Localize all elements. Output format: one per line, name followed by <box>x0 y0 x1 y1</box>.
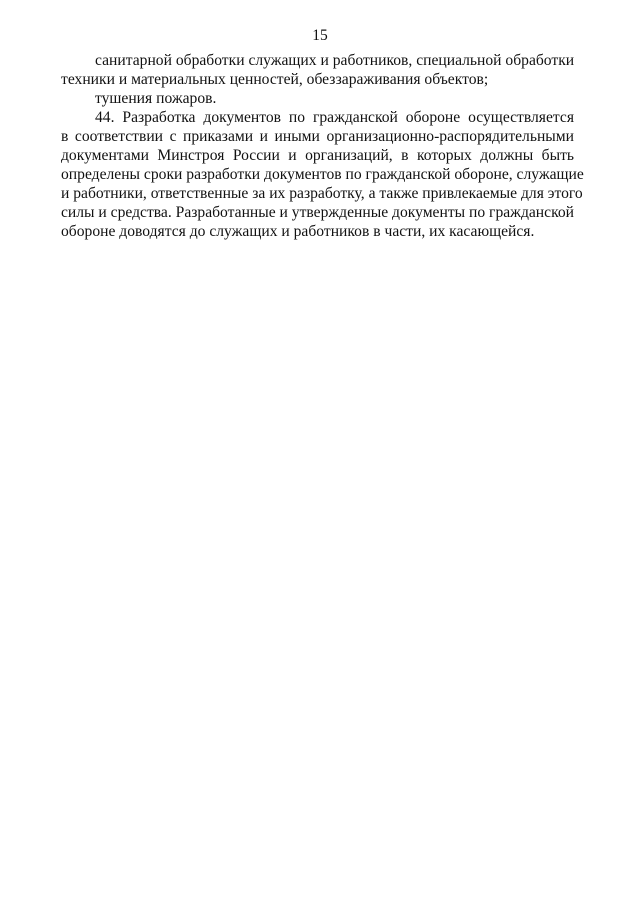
text-line: техники и материальных ценностей, обеззараживания объектов; <box>61 71 489 88</box>
paragraph-44-line: обороне доводятся до служащих и работников в части, их касающейся. <box>61 223 535 240</box>
text-line: санитарной обработки служащих и работников, специальной обработки <box>95 52 575 69</box>
paragraph-44-line: силы и средства. Разработанные и утвержденные документы по гражданской <box>61 204 574 221</box>
page-number: 15 <box>312 27 328 44</box>
text-line: тушения пожаров. <box>95 90 217 107</box>
paragraph-44-line: и работники, ответственные за их разработку, а также привлекаемые для этого <box>61 185 583 202</box>
paragraph-44-line: 44. Разработка документов по гражданской обороне осуществляется <box>95 109 574 126</box>
paragraph-44-line: документами Минстроя России и организаций, в которых должны быть <box>61 147 574 164</box>
paragraph-44-line: определены сроки разработки документов по гражданской обороне, служащие <box>61 166 584 183</box>
document-body <box>61 51 584 241</box>
paragraph-44-line: в соответствии с приказами и иными организационно-распорядительными <box>61 128 574 145</box>
